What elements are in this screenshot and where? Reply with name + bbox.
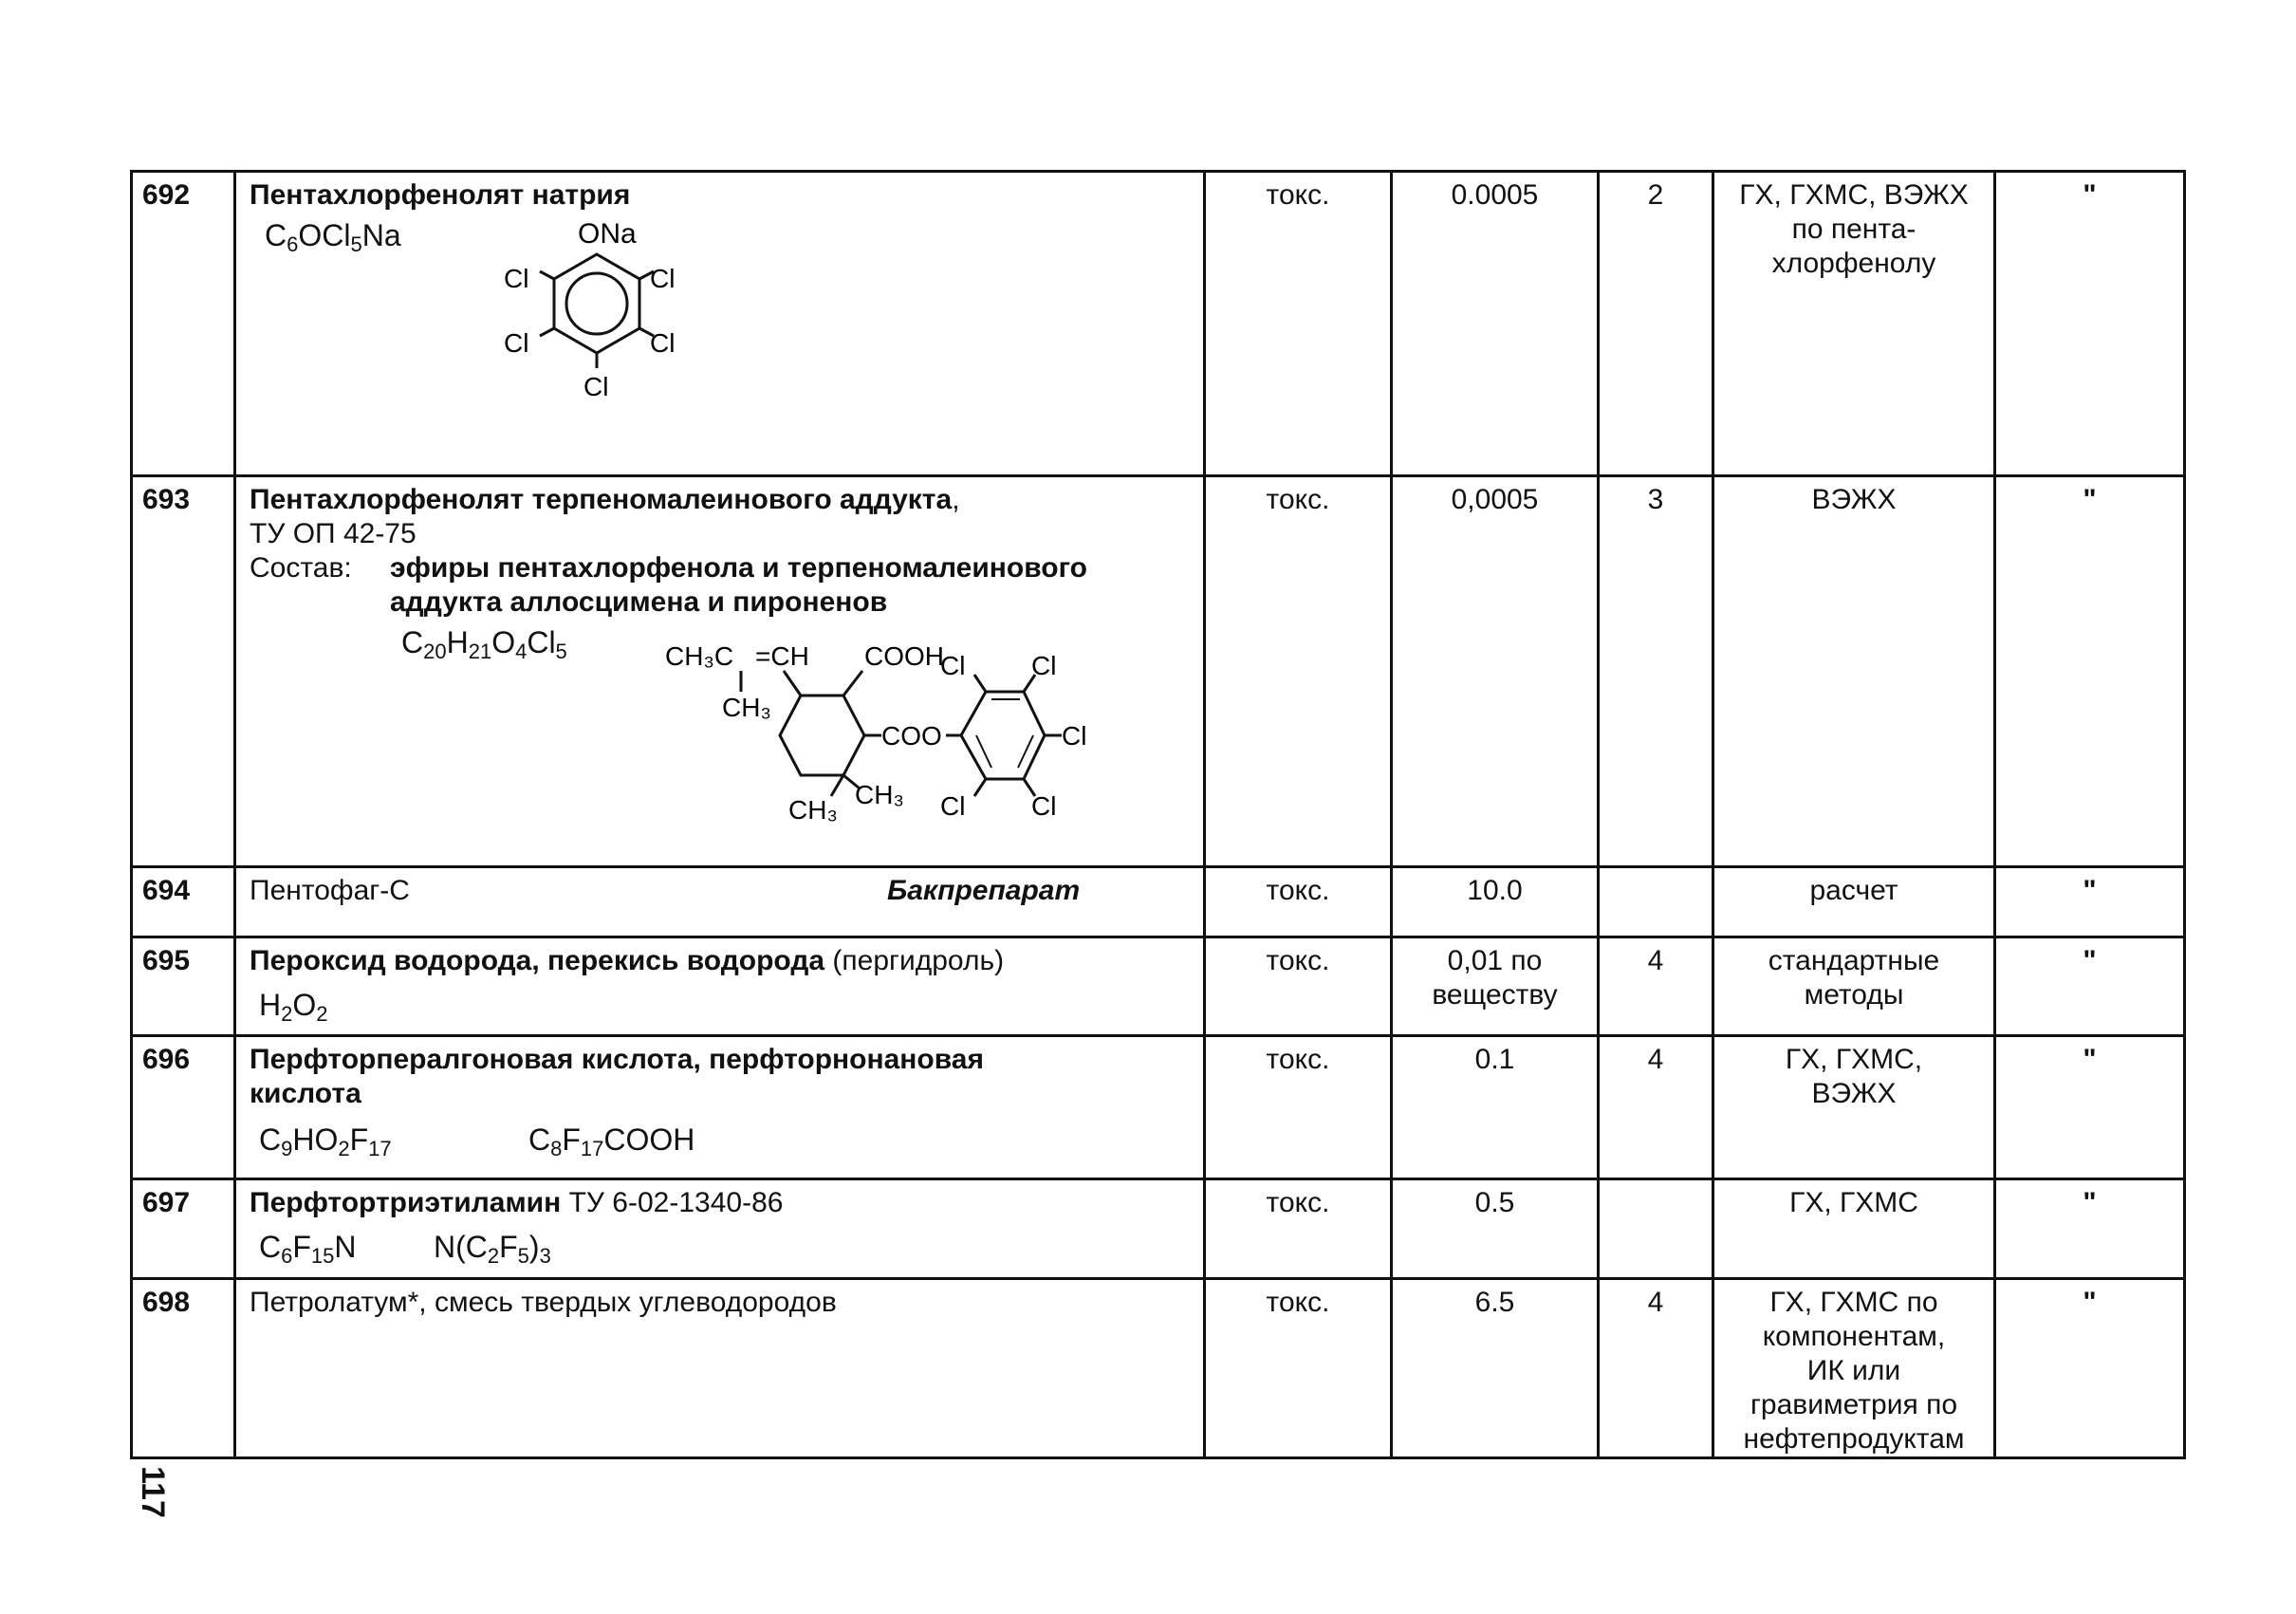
value-cell: 10.0 [1392, 867, 1599, 937]
row-number: 697 [132, 1179, 235, 1279]
value-cell: 0.0005 [1392, 172, 1599, 476]
table-row [132, 172, 2185, 476]
class-cell: 2 [1599, 172, 1713, 476]
method-cell: ГХ, ГХМС, ВЭЖХ [1713, 1036, 1995, 1179]
row-number: 695 [132, 937, 235, 1036]
row-number: 696 [132, 1036, 235, 1179]
value-cell: 0.5 [1392, 1179, 1599, 1279]
row-number: 694 [132, 867, 235, 937]
ditto-mark: " [1995, 867, 2185, 937]
struct-ch3-b: CH₃ [855, 780, 904, 809]
value-cell: 6.5 [1392, 1279, 1599, 1458]
row-number: 698 [132, 1279, 235, 1458]
struct-cooh: COOH [864, 641, 944, 671]
composition-label: Состав: [250, 552, 352, 584]
substance-cell [235, 1279, 1205, 1458]
substance-name-extra: ТУ 6-02-1340-86 [561, 1187, 784, 1218]
type-cell: токс. [1205, 476, 1392, 867]
substance-name-extra: (пергидроль) [824, 945, 1005, 976]
table-row [132, 476, 2185, 867]
table-row [132, 1179, 2185, 1279]
table-row [132, 937, 2185, 1036]
molecular-formula: $H_2O_2$ [259, 988, 328, 1026]
substance-name-line-1: Перфторпералгоновая кислота, перфторнонановая [250, 1044, 984, 1075]
row-number: 693 [132, 476, 235, 867]
molecular-formula: $C_6OCl_5Na$ [265, 218, 401, 256]
struct-cl-tr: Cl [1031, 651, 1057, 680]
type-cell: токс. [1205, 1279, 1392, 1458]
substance-name: Перфтортриэтиламин [250, 1187, 562, 1218]
ditto-mark: " [1995, 172, 2185, 476]
substance-name: Пентахлорфенолят натрия [250, 179, 631, 211]
molecular-formula: $C_6F_{15}N$ $N(C_2F_5)_3$ [259, 1230, 551, 1268]
tu-spec: ТУ ОП 42-75 [250, 518, 417, 549]
struct-coo: COO [881, 721, 942, 751]
composition-line-1: эфиры пентахлорфенола и терпеномалеинового [390, 552, 1087, 584]
method-cell: ГХ, ГХМС по компонентам, ИК или гравиметрия по нефтепродуктам [1713, 1279, 1995, 1458]
substance-table [130, 170, 2186, 1459]
type-cell: токс. [1205, 172, 1392, 476]
class-cell: 4 [1599, 937, 1713, 1036]
ditto-mark: " [1995, 1179, 2185, 1279]
molecular-formula: $C_9HO_2F_{17}$ $C_8F_{17}COOH$ [259, 1122, 695, 1160]
struct-label-l1: Cl [504, 264, 529, 293]
substance-cell: Пентахлорфенолят терпеномалеинового аддукта, ТУ ОП 42-75 Состав: эфиры пентахлорфенола и терпеномалеинового аддукта аллосцимена и пироненов $C_{20}H_{21}O_4Cl_5$ CH₃C =CH COOH CH₃ COO CH₃ CH₃ Cl Cl Cl Cl Cl [235, 476, 1205, 867]
struct-label-r1: Cl [650, 264, 676, 293]
ditto-mark: " [1995, 1036, 2185, 1179]
page-number: 117 [135, 1466, 171, 1518]
ditto-mark: " [1995, 1279, 2185, 1458]
pentachlorophenolate-structure [454, 216, 739, 435]
type-cell: токс. [1205, 867, 1392, 937]
method-cell: ВЭЖХ [1713, 476, 1995, 867]
value-cell: 0,01 по веществу [1392, 937, 1599, 1036]
substance-name-line-2: кислота [250, 1078, 361, 1109]
structural-formula: $C_8F_{17}COOH$ [528, 1122, 695, 1160]
class-cell: 4 [1599, 1036, 1713, 1179]
ditto-mark: " [1995, 937, 2185, 1036]
struct-label-top: ONa [578, 218, 637, 250]
struct-cl-tl: Cl [940, 651, 966, 680]
struct-ch3c: CH₃C [665, 641, 734, 671]
method-cell: расчет [1713, 867, 1995, 937]
class-cell [1599, 867, 1713, 937]
substance-name: Пероксид водорода, перекись водорода [250, 945, 825, 976]
substance-name: Пентахлорфенолят терпеномалеинового аддукта [250, 484, 953, 515]
class-cell: 3 [1599, 476, 1713, 867]
substance-note: Бакпрепарат [887, 875, 1081, 906]
struct-ch3-side: CH₃ [722, 693, 771, 722]
value-cell: 0.1 [1392, 1036, 1599, 1179]
struct-cl-bl: Cl [940, 791, 966, 821]
ditto-mark: " [1995, 476, 2185, 867]
substance-name: Пентофаг-С [250, 875, 410, 906]
value-cell: 0,0005 [1392, 476, 1599, 867]
type-cell: токс. [1205, 937, 1392, 1036]
substance-cell [235, 1179, 1205, 1279]
structural-formula: $N(C_2F_5)_3$ [434, 1230, 551, 1268]
substance-cell [235, 867, 1205, 937]
terpene-adduct-structure [665, 637, 1196, 826]
struct-label-bottom: Cl [583, 372, 609, 401]
method-cell: ГХ, ГХМС, ВЭЖХ по пента- хлорфенолу [1713, 172, 1995, 476]
method-cell: ГХ, ГХМС [1713, 1179, 1995, 1279]
substance-cell [235, 172, 1205, 476]
struct-label-l2: Cl [504, 328, 529, 358]
substance-cell [235, 1036, 1205, 1179]
struct-cl-br: Cl [1031, 791, 1057, 821]
table-row [132, 1279, 2185, 1458]
table-row [132, 867, 2185, 937]
class-cell [1599, 1179, 1713, 1279]
composition-line-2: аддукта аллосцимена и пироненов [390, 586, 888, 618]
struct-eq-ch: =CH [755, 641, 809, 671]
type-cell: токс. [1205, 1036, 1392, 1179]
type-cell: токс. [1205, 1179, 1392, 1279]
class-cell: 4 [1599, 1279, 1713, 1458]
table-row [132, 1036, 2185, 1179]
row-number: 692 [132, 172, 235, 476]
substance-name: Петролатум*, смесь твердых углеводородов [250, 1287, 837, 1318]
struct-ch3-a: CH₃ [788, 795, 838, 825]
substance-cell [235, 937, 1205, 1036]
molecular-formula: $C_{20}H_{21}O_4Cl_5$ [401, 625, 567, 663]
struct-label-r2: Cl [650, 328, 676, 358]
struct-cl-r: Cl [1062, 721, 1087, 751]
method-cell: стандартные методы [1713, 937, 1995, 1036]
